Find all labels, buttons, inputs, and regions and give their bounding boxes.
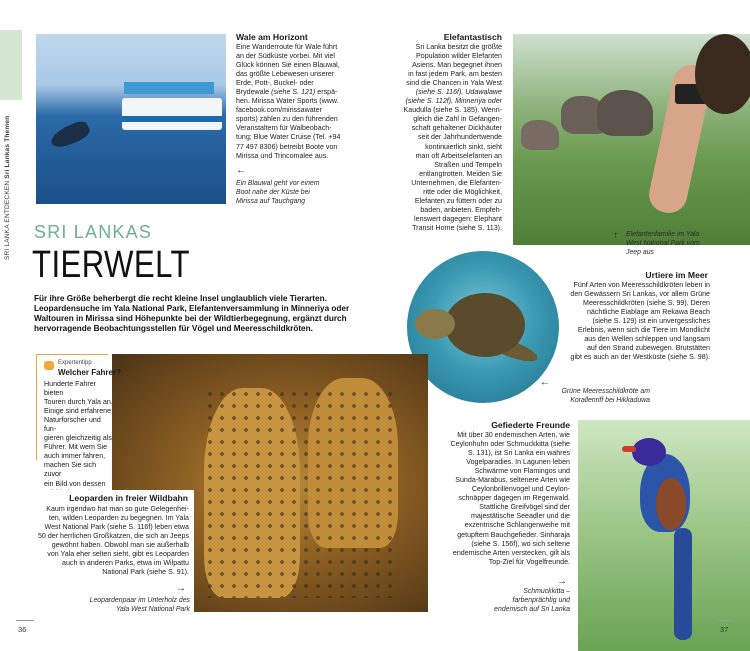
blue-whale-photo [36, 34, 226, 204]
leopards-heading: Leoparden in freier Wildbahn [69, 493, 188, 503]
elephants-caption: Elefantenfamilie im Yala West National Park vom Jeep aus [626, 231, 700, 256]
bird-beak [622, 446, 636, 452]
speech-bubble-icon [44, 361, 54, 370]
page-kicker: SRI LANKAS [34, 222, 153, 242]
boat-roof [124, 82, 214, 94]
elephants-text: Sri Lanka besitzt die größte Population wilder Elefanten Asiens. Man begegnet ihnen in fast jedem Park, am besten sind die Chancen in Yala West (siehe S. 116f), Udawalawe (siehe S. 112f), Minneriya oder Kaudulla (siehe S. 185). Wenn- gleich die Zahl in Gefangen- schaft gehaltener Dickhäuter seit der Jahrhundertwende kontinuierlich sinkt, sieht man oft Arbeitselefanten an Straßen und Tempeln entlangtrotten. Meiden Sie Unternehmen, die Elefanten- ritte oder die Möglichkeit, Elefanten zu füttern oder zu baden, anbieten. Empfeh- lenswert dagegen: Elephant Transit Home (siehe S. 113). [403, 43, 502, 232]
turtles-caption: Grüne Meeresschildkröte am Korallenriff bei Hikkaduwa [561, 388, 650, 404]
boat [122, 98, 222, 130]
elephants-heading: Elefantastisch [443, 32, 502, 42]
whales-text: Eine Wanderroute für Wale führt an der Südküste vorbei. Mit viel Glück können Sie einen Blauwal, das größte Lebewesen unserer Erde, Pott-, Buckel- oder Brydewale (siehe S. 121) erspä- hen. Mirissa Water Sports (www. facebook.com/mirissawater sports) zählen zu den führenden Veranstaltern für Walbeobach- tung; Blue Water Cruise (Tel. +94 77 497 8306) betreibt Boote von Mirissa und Trincomalee aus. [236, 43, 341, 160]
running-head [4, 115, 14, 260]
turtles-heading: Urtiere im Meer [645, 270, 708, 280]
elephant-adult [597, 90, 653, 136]
birds-caption: Schmuckkitta – farbenprächtig und endemisch auf Sri Lanka [494, 588, 570, 613]
whales-caption: Ein Blauwal geht vor einem Boot nahe der Küste bei Mirissa auf Tauchgang [236, 180, 320, 205]
page-rule-right [716, 620, 734, 621]
section-tab [0, 30, 22, 100]
caption-arrow-right-icon: → [176, 583, 186, 594]
birds-heading: Gefiederte Freunde [491, 420, 570, 430]
turtle-shell [445, 293, 525, 357]
elephant-family-photo [513, 34, 750, 245]
whale-tail [48, 118, 92, 151]
sri-lanka-blue-magpie-photo [578, 420, 750, 651]
tip-text: Hunderte Fahrer bieten Touren durch Yala an. Einige sind erfahrene Naturforscher und fun- gieren gleichzeitig als Führer. Mit wem Sie auch immer fahren, machen Sie sich zuvor ein Bild von dessen [44, 380, 113, 488]
photographer-head [695, 34, 750, 114]
leopard-spots [204, 388, 398, 598]
running-head-section: SRI LANKA ENTDECKEN [4, 180, 11, 260]
birds-text: Mit über 30 endemischen Arten, wie Ceylonhuhn oder Schmuckkitta (siehe S. 131), ist Sri Lanka ein wahres Vogelparadies. In Lagunen leben Schwärme von Flamingos und Sunda-Marabus, seltenere Arten wie Ceylonbrillenvogel und Ceylon- schnäpper dagegen im Regenwald. Stattliche Greifvögel sind der majestätische Seeadler und die exzentrische Schlangenweihe mit getupftem Bauchgefieder. Sinharaja (siehe S. 156f), wo sich seltene endemische Arten verstecken, gilt als Top-Ziel für Vogelfreunde. [450, 431, 570, 566]
tip-heading: Welcher Fahrer? [58, 368, 121, 377]
caption-arrow-left-icon: ← [540, 377, 550, 388]
page-title: TIERWELT [32, 244, 190, 286]
boat-stripe [122, 116, 222, 122]
leopards-caption: Leopardenpaar im Unterholz des Yala West National Park [89, 597, 190, 613]
leopards-text: Kaum irgendwo hat man so gute Gelegenhei- ten, wilden Leoparden zu begegnen. Im Yala West National Park (siehe S. 116f) leben etwa 50 der herrlichen Großkatzen, die sich an Jeeps gewöhnt haben. Obwohl man sie außerhalb von Yala eher selten sieht, gibt es Leoparden auch in anderen Parks, etwa im Wilpattu National Park (siehe S. 91). [37, 505, 189, 577]
whales-heading: Wale am Horizont [236, 32, 308, 42]
caption-arrow-left-icon: ← [236, 165, 246, 176]
bird-tail [674, 528, 692, 640]
running-head-topic: Sri Lankas Themen [4, 115, 11, 179]
turtles-text: Fünf Arten von Meeresschildkröten leben in den Gewässern Sri Lankas, vor allem Grüne Meeresschildkröten (siehe S. 99). Deren nächtliche Eiablage am Rekawa Beach (siehe S. 129) ist ein unvergessliches Erlebnis, wenn sich die Tiere im Mondlicht aus den Wellen schleppen und langsam auf den Strand zubewegen. Brutstätten gibt es auch an der Westküste (siehe S. 98). [570, 281, 710, 362]
elephant-calf [521, 120, 559, 150]
bird-head [632, 438, 666, 466]
page-number-right: 37 [720, 625, 729, 634]
caption-arrow-up-icon: ↑ [613, 230, 618, 241]
page-number-left: 36 [18, 625, 27, 634]
intro-text: Für ihre Größe beherbergt die recht kleine Insel unglaublich viele Tierarten. Leopardensuche im Yala National Park, Elefantenversammlung in Minneriya oder Waltouren in Mirissa sind Höhepunkte bei der Wildtierbegegnung, ergänzt durch hervorragende Beobachtungsstellen für Vögel und Meeresschildkröten. [34, 294, 350, 334]
turtle-head [415, 309, 455, 339]
page-rule-left [16, 620, 34, 621]
caption-arrow-right-icon: → [557, 576, 567, 587]
bird-wing [656, 478, 686, 530]
tip-label: Expertentipp [58, 360, 92, 366]
